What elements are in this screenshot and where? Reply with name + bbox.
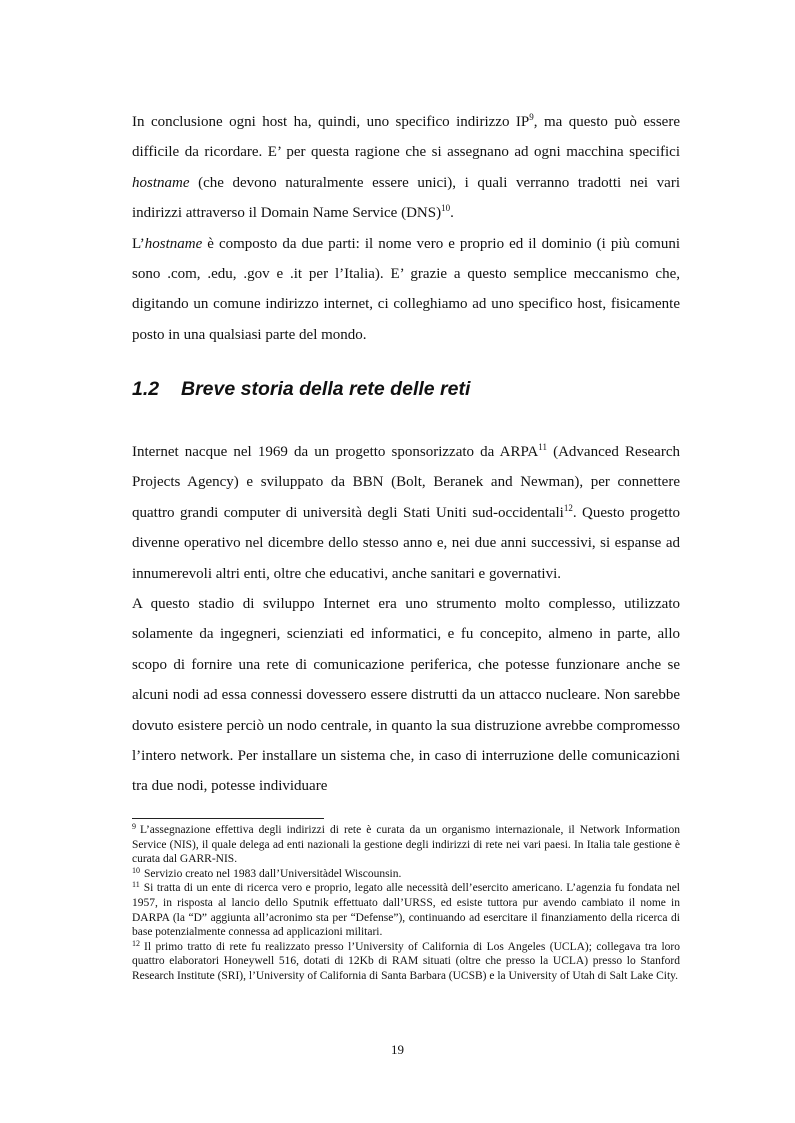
footnote-ref-9: 9 [529, 112, 534, 122]
footnote-number: 9 [132, 822, 136, 831]
footnotes [132, 823, 680, 984]
footnote-text: Servizio creato nel 1983 dall’Universitàdel Wiscounsin. [144, 867, 402, 880]
footnote-ref-11: 11 [538, 442, 547, 452]
paragraph-1: In conclusione ogni host ha, quindi, uno specifico indirizzo $IP^9$, ma questo può essere difficile da ricordare. E’ per questa ragione che si assegnano ad ogni macchina specifici hostname (che devono naturalmente essere unici), i quali verranno tradotti nei vari indirizzi attraverso il Domain Name Service (DNS)$^{10}$. [132, 112, 680, 222]
footnote-number: 10 [132, 865, 140, 875]
footnote-number: 12 [132, 938, 140, 948]
footnote-text: Il primo tratto di rete fu realizzato presso l’University of California di Los Angeles (UCLA); collegava tra loro quattro elaboratori Honeywell 516, dotati di 12Kb di RAM situati (oltre che presso la UCLA) presso lo Stanford Research Institute (SRI), l’University of California di Santa Barbara (UCSB) e la University of Utah di Salt Lake City. [132, 940, 680, 982]
footnote-separator [132, 818, 324, 819]
emphasis-hostname: hostname [132, 174, 190, 191]
section-title: Breve storia della rete delle reti [181, 378, 471, 400]
footnote [132, 940, 680, 984]
footnote [132, 867, 680, 882]
body-text-lower [132, 437, 680, 802]
footnote-number: 11 [132, 880, 140, 890]
footnote-ref-12: 12 [563, 502, 573, 513]
footnote-text: L’assegnazione effettiva degli indirizzi di rete è curata da un organismo internazionale, il Network Information Service (NIS), il quale delega ad enti nazionali la gestione degli indirizzi di rete nei vari paesi. In Italia tale gestione è curata dal GARR-NIS. [132, 824, 680, 866]
footnote [132, 881, 680, 939]
paragraph-3: Internet nacque nel 1969 da un progetto sponsorizzato da ARPA$^{11}$ (Advanced Research Projects Agency) e sviluppato da BBN (Bolt, Beranek and Newman), per connettere quattro grandi computer di università degli Stati Uniti sud-occidentali$^{12}$. Questo progetto divenne operativo nel dicembre dello stesso anno e, nei due anni successivi, si espanse ad innumerevoli altri enti, oltre che educativi, anche sanitari e governativi. [132, 442, 680, 582]
footnote-text: Si tratta di un ente di ricerca vero e proprio, legato alle necessità dell’esercito americano. L’agenzia fu fondata nel 1957, in risposta al lancio dello Sputnik effettuato dall’URSS, ed esiste tuttora pur avendo cambiato il nome in DARPA (la “D” aggiunta all’acronimo sta per “Defense”), continuando ad esercitare il finanziamento della ricerca di base potenzialmente connessa ad applicazioni militari. [132, 882, 680, 939]
footnote [132, 823, 680, 867]
body-text-upper [132, 107, 680, 350]
section-heading [132, 378, 680, 401]
emphasis-hostname: hostname [144, 235, 203, 252]
section-number: 1.2 [132, 378, 160, 400]
paragraph-4: A questo stadio di sviluppo Internet era uno strumento molto complesso, utilizzato solamente da ingegneri, scienziati ed informatici, e fu concepito, almeno in parte, allo scopo di fornire una rete di comunicazione periferica, che potesse funzionare anche se alcuni nodi ad essa connessi dovessero essere distrutti da un attacco nucleare. Non sarebbe dovuto esistere perciò un nodo centrale, in quanto la sua distruzione avrebbe compromesso l’intero network. Per installare un sistema che, in caso di interruzione delle comunicazioni tra due nodi, potesse individuare [132, 596, 680, 795]
footnote-ref-10: 10 [441, 203, 451, 214]
paragraph-2: L’hostname è composto da due parti: il nome vero e proprio ed il dominio (i più comuni sono .com, .edu, .gov e .it per l’Italia). E’ grazie a questo semplice meccanismo che, digitando un comune indirizzo internet, ci colleghiamo ad uno specifico host, fisicamente posto in una qualsiasi parte del mondo. [132, 235, 680, 343]
page-number: 19 [391, 1042, 404, 1057]
